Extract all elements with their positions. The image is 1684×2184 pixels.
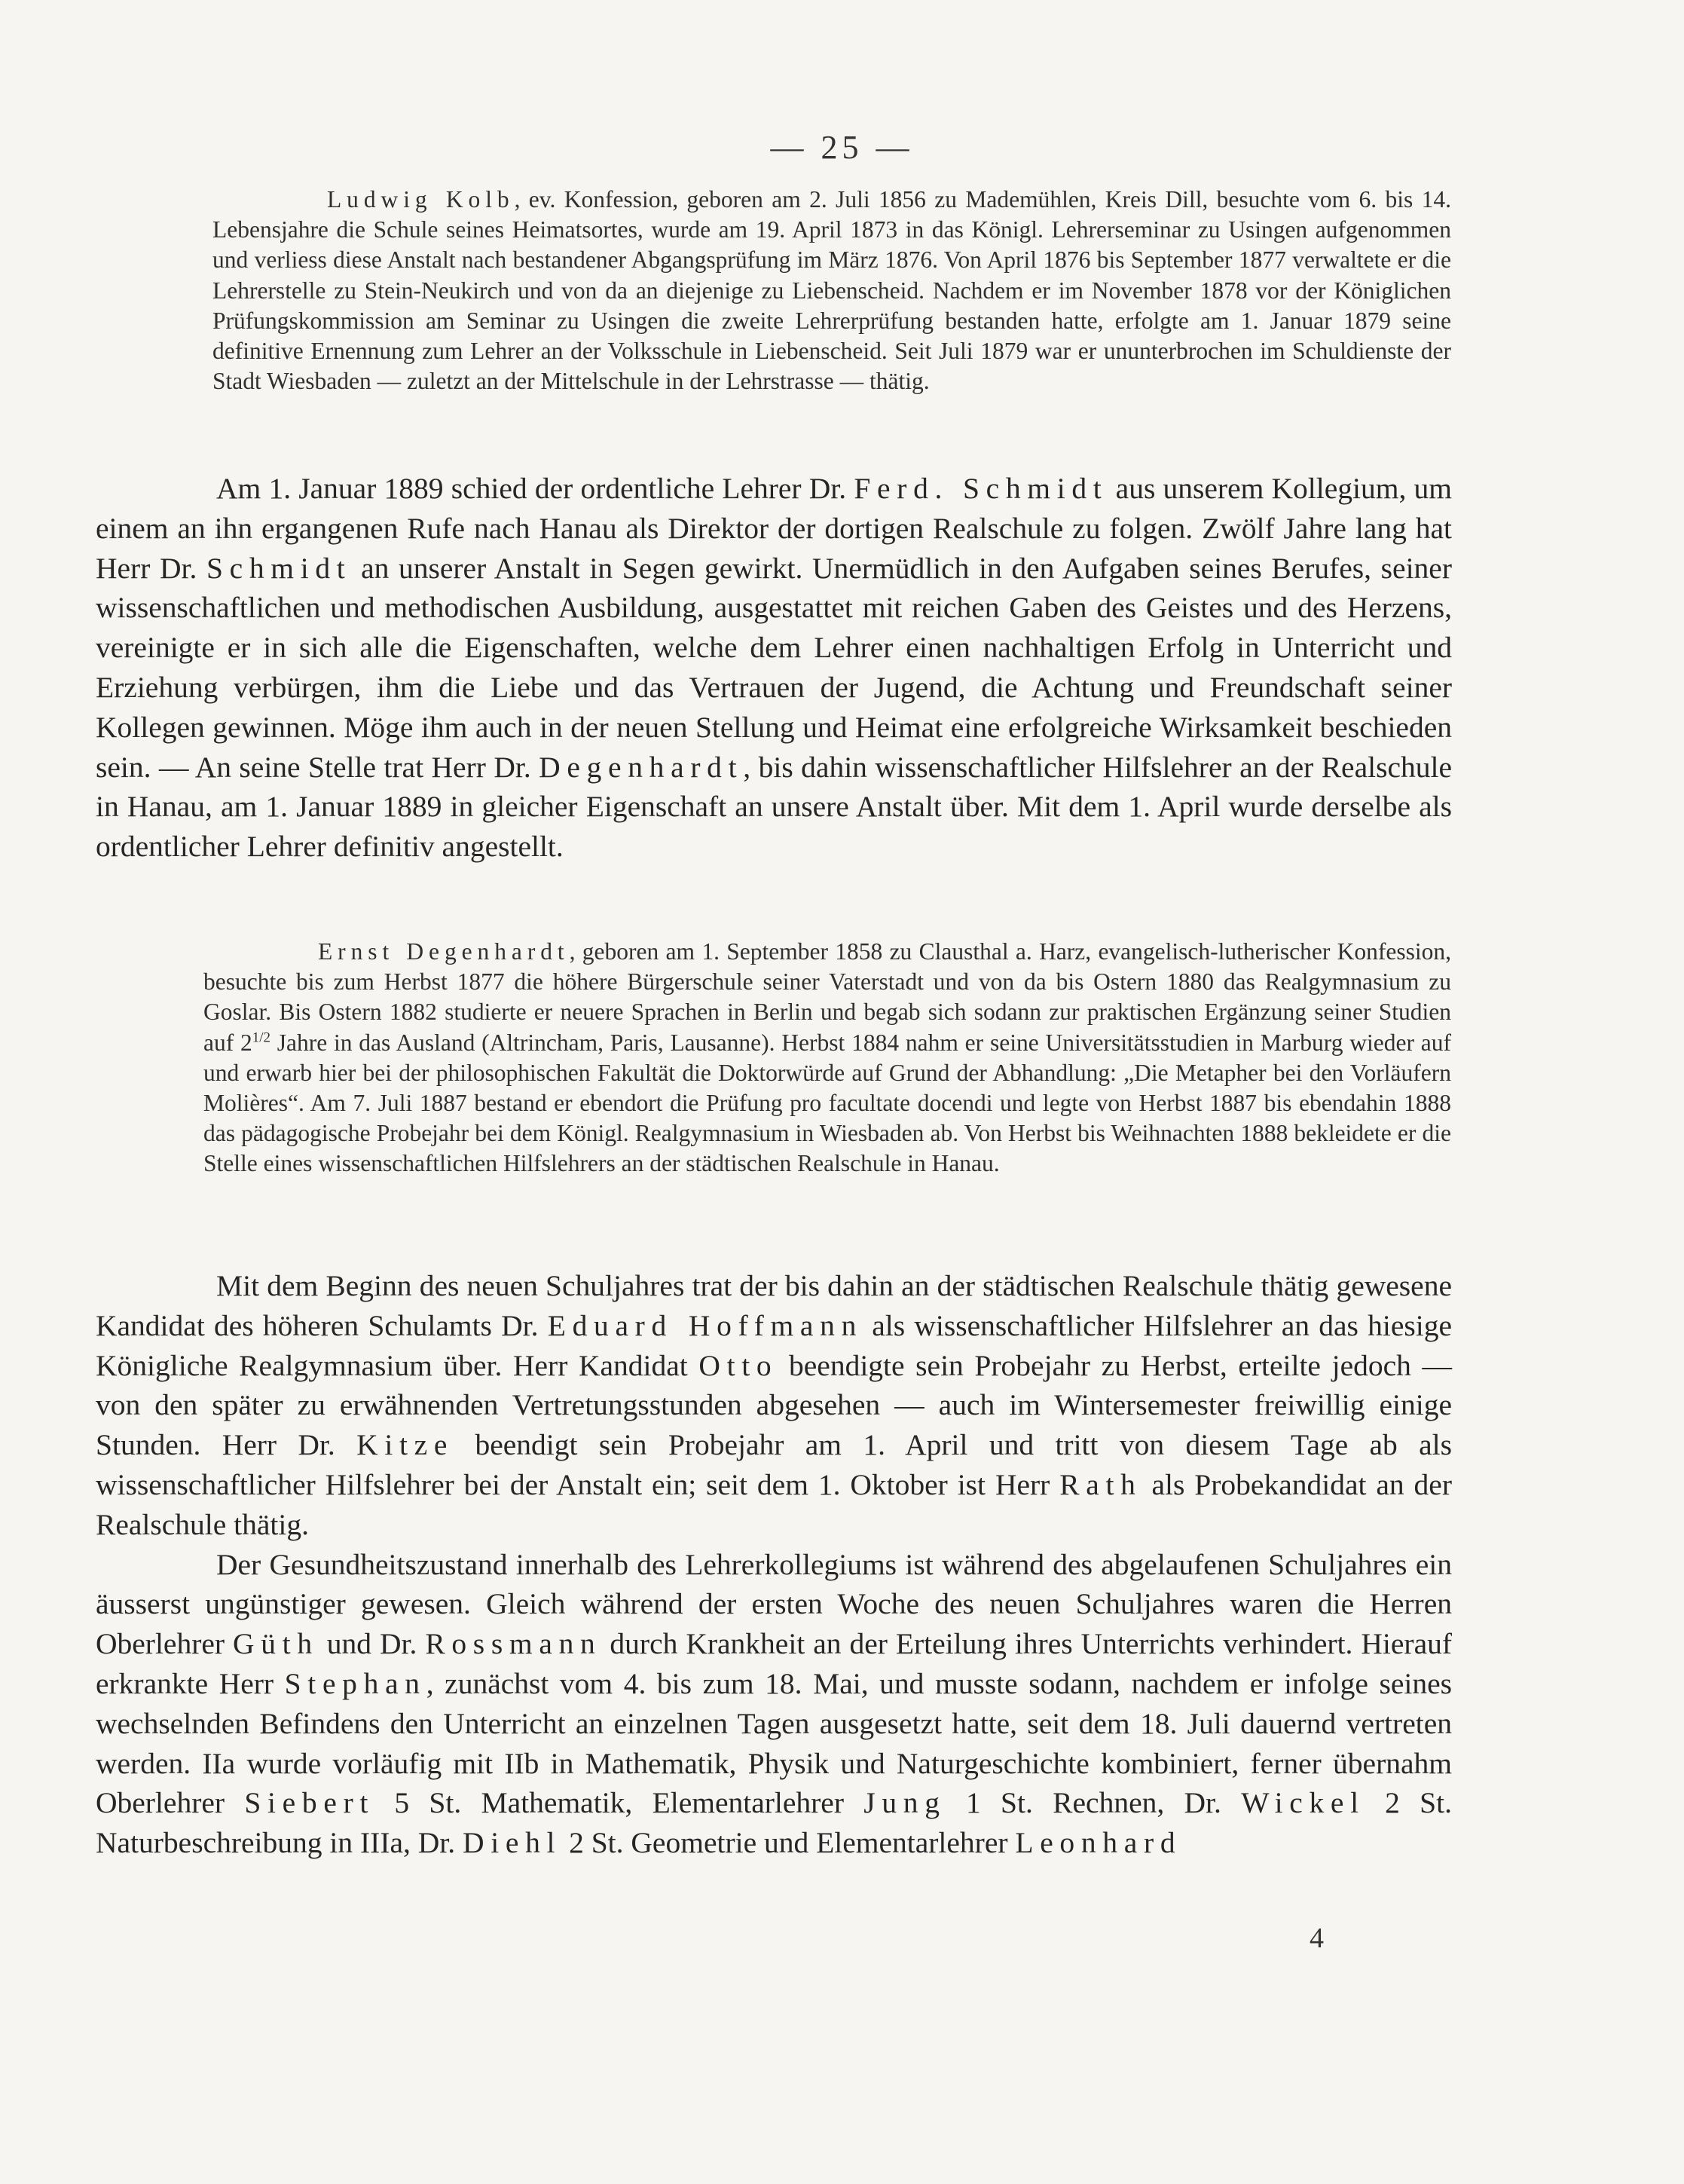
biography-kolb-text	[212, 185, 1451, 396]
paragraph-health	[96, 1545, 1452, 1863]
paragraph-schmidt-text	[96, 469, 1452, 867]
signature-mark: 4	[1310, 1922, 1324, 1954]
body-text: 5 St. Mathematik, Elementarlehrer	[374, 1786, 864, 1820]
body-text: durch Krankheit an der Erteilung ihres Unterrichts verhindert. Hierauf erkrankte Herr	[96, 1627, 1453, 1700]
person-name: Jung	[863, 1786, 946, 1820]
person-name: Güth	[233, 1627, 319, 1661]
paragraph-staff	[96, 1266, 1452, 1545]
body-text: und Dr.	[318, 1627, 426, 1661]
body-text: , bis dahin wissenschaftlicher Hilfslehrer an der Realschule in Hanau, am 1. Januar 1889 in gleicher Eigenschaft an unsere Anstalt über. Mit dem 1. April wurde derselbe als ordentlicher Lehrer definitiv angestellt.	[96, 750, 1452, 864]
person-name: Ernst Degenhardt	[318, 938, 570, 965]
person-name: Siebert	[244, 1786, 375, 1820]
person-name: Diehl	[463, 1826, 562, 1860]
body-text: Jahre in das Ausland (Altrincham, Paris, Lausanne). Herbst 1884 nahm er seine Universitätsstudien in Marburg wieder auf und erwarb hier bei der philosophischen Fakultät die Doktorwürde auf Grund der Abhandlung: „Die Metapher bei den Vorläufern Molières“. Am 7. Juli 1887 bestand er ebendort die Prüfung pro facultate docendi und legte von Herbst 1887 bis ebendahin 1888 das pädagogische Probejahr bei dem Königl. Realgymnasium in Wiesbaden ab. Von Herbst bis Weihnachten 1888 bekleidete er die Stelle eines wissenschaftlichen Hilfslehrers an der städtischen Realschule in Hanau.	[203, 1029, 1451, 1177]
fraction: 1/2	[252, 1029, 270, 1046]
body-text: beendigte sein Probejahr zu Herbst, erteilte jedoch — von den später zu erwähnenden Vertretungsstunden abgesehen — auch im Wintersemester freiwillig einige Stunden. Herr Dr.	[96, 1348, 1453, 1462]
person-name: Eduard Hoffmann	[547, 1308, 863, 1342]
body-text: Am 1. Januar 1889 schied der ordentliche Lehrer Dr.	[216, 472, 854, 505]
person-name: Ludwig Kolb	[327, 186, 515, 213]
body-text: an unserer Anstalt in Segen gewirkt. Unermüdlich in den Aufgaben seines Berufes, seiner wissenschaftlichen und methodischen Ausbildung, ausgestattet mit reichen Gaben des Geistes und des Herzens, vereinigte er in sich alle die Eigenschaften, welche dem Lehrer einen nachhaltigen Erfolg in Unterricht und Erziehung verbürgen, ihm die Liebe und das Vertrauen der Jugend, die Achtung und Freundschaft seiner Kollegen gewinnen. Möge ihm auch in der neuen Stellung und Heimat eine erfolgreiche Wirksamkeit beschieden sein. — An seine Stelle trat Herr Dr.	[96, 551, 1452, 784]
body-text: 1 St. Rechnen, Dr.	[946, 1786, 1242, 1820]
main-text-block	[96, 1266, 1452, 1863]
person-name: Wickel	[1241, 1786, 1365, 1820]
body-text: beendigt sein Probejahr am 1. April und tritt von diesem Tage ab als wissenschaftlicher Hilfslehrer bei der Anstalt ein; seit dem 1. Oktober ist Herr	[96, 1428, 1452, 1501]
person-name: Leonhard	[1015, 1826, 1182, 1860]
body-text: als Probekandidat an der Realschule thätig.	[96, 1467, 1452, 1541]
body-text: Der Gesundheitszustand innerhalb des Lehrerkollegiums ist während des abgelaufenen Schuljahres ein äusserst ungünstiger gewesen. Gleich während der ersten Woche des neuen Schuljahres waren die Herren Oberlehrer	[96, 1547, 1452, 1661]
biography-kolb	[212, 185, 1451, 396]
person-name: Kitze	[356, 1428, 454, 1462]
person-name: Degenhardt	[539, 750, 744, 784]
person-name: Stephan	[284, 1666, 426, 1700]
body-text: , zunächst vom 4. bis zum 18. Mai, und musste sodann, nachdem er infolge seines wechselnden Befindens den Unterricht an einzelnen Tagen ausgesetzt hatte, seit dem 18. Juli dauernd vertreten werden. IIa wurde vorläufig mit IIb in Mathematik, Physik und Naturgeschichte kombiniert, ferner übernahm Oberlehrer	[96, 1666, 1453, 1820]
body-text: , ev. Konfession, geboren am 2. Juli 1856 zu Mademühlen, Kreis Dill, besuchte vom 6. bis 14. Lebensjahre die Schule seines Heimatsortes, wurde am 19. April 1873 in das Königl. Lehrerseminar zu Usingen aufgenommen und verliess diese Anstalt nach bestandener Abgangsprüfung im März 1876. Von April 1876 bis September 1877 verwaltete er die Lehrerstelle zu Stein-Neukirch und von da an diejenige zu Liebenscheid. Nachdem er im November 1878 vor der Königlichen Prüfungskommission am Seminar zu Usingen die zweite Lehrerprüfung bestanden hatte, erfolgte am 1. Januar 1879 seine definitive Ernennung zum Lehrer an der Volksschule in Liebenscheid. Seit Juli 1879 war er ununterbrochen im Schuldienste der Stadt Wiesbaden — zuletzt an der Mittelschule in der Lehrstrasse — thätig.	[212, 186, 1451, 395]
person-name: Ferd. Schmidt	[854, 472, 1108, 505]
person-name: Rath	[1059, 1467, 1142, 1501]
person-name: Schmidt	[206, 551, 352, 585]
body-text: Mit dem Beginn des neuen Schuljahres trat der bis dahin an der städtischen Realschule thätig gewesene Kandidat des höheren Schulamts Dr.	[96, 1269, 1452, 1342]
body-text: als wissenschaftlicher Hilfslehrer an das hiesige Königliche Realgymnasium über. Herr Kandidat	[96, 1308, 1452, 1382]
biography-degenhardt-text	[203, 937, 1451, 1179]
body-text: 2 St. Geometrie und Elementarlehrer	[561, 1826, 1016, 1860]
paragraph-schmidt	[96, 469, 1452, 867]
body-text: , geboren am 1. September 1858 zu Clausthal a. Harz, evangelisch-lutherischer Konfession, besuchte bis zum Herbst 1877 die höhere Bürgerschule seiner Vaterstadt und von da bis Ostern 1880 das Realgymnasium zu Goslar. Bis Ostern 1882 studierte er neuere Sprachen in Berlin und begab sich sodann zur praktischen Ergänzung seiner Studien auf 2	[203, 938, 1451, 1056]
body-text: aus unserem Kollegium, um einem an ihn ergangenen Rufe nach Hanau als Direktor der dortigen Realschule zu folgen. Zwölf Jahre lang hat Herr Dr.	[96, 472, 1453, 585]
person-name: Rossmann	[425, 1627, 602, 1661]
biography-degenhardt	[203, 937, 1451, 1179]
body-text: 2 St. Naturbeschreibung in IIIa, Dr.	[96, 1786, 1452, 1860]
person-name: Otto	[698, 1348, 778, 1382]
page-number: — 25 —	[770, 129, 914, 166]
